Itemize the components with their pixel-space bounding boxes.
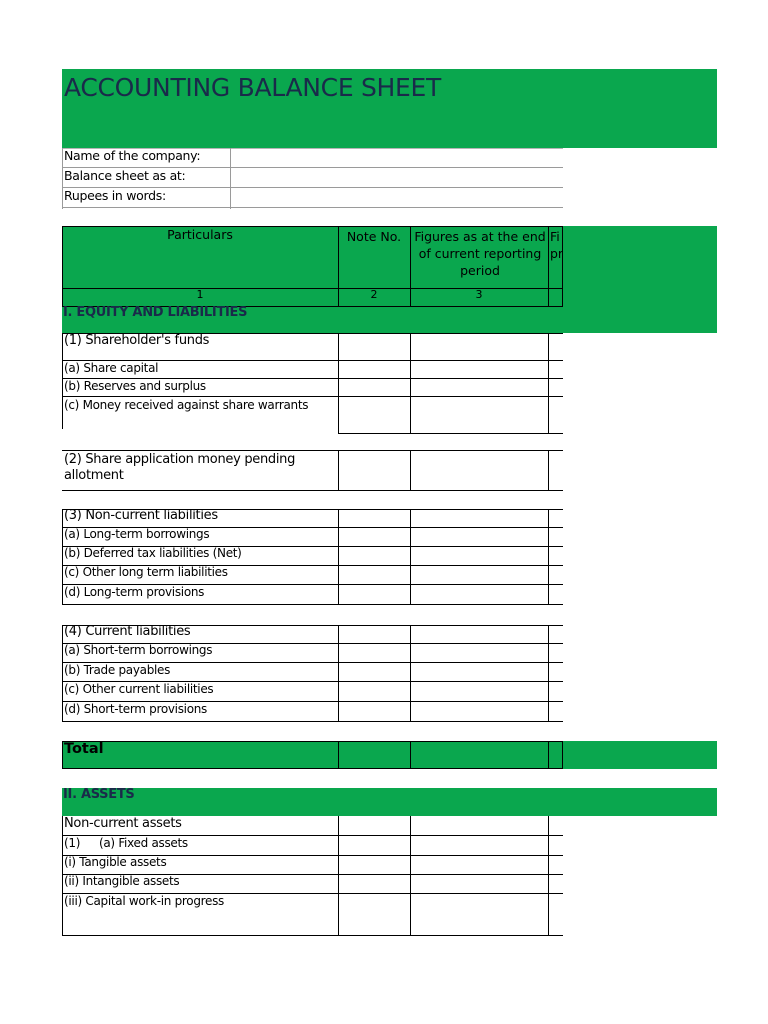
line-item: (iii) Capital work-in progress <box>64 894 224 908</box>
divider <box>62 490 563 491</box>
shareholders-funds-heading: (1) Shareholder's funds <box>64 333 210 348</box>
divider <box>62 396 563 397</box>
current-period-header: Figures as at the end of current reporting period <box>414 229 546 278</box>
divider <box>338 333 339 433</box>
divider <box>548 450 549 490</box>
divider <box>410 509 411 605</box>
line-item: (d) Long-term provisions <box>64 585 205 599</box>
divider <box>338 450 339 490</box>
divider <box>548 226 549 307</box>
assets-band <box>62 788 717 816</box>
divider <box>548 333 549 433</box>
col-number: 3 <box>475 288 483 301</box>
fixed-assets-label: (a) Fixed assets <box>99 836 188 850</box>
divider <box>62 450 563 451</box>
divider <box>338 509 339 605</box>
previous-period-header-fragment: pr <box>550 246 563 261</box>
line-item: (b) Deferred tax liabilities (Net) <box>64 546 242 560</box>
line-item: (ii) Intangible assets <box>64 874 180 888</box>
divider <box>548 625 549 721</box>
page-title: ACCOUNTING BALANCE SHEET <box>64 73 442 102</box>
total-box <box>62 741 563 769</box>
divider <box>62 625 63 721</box>
company-name-label: Name of the company: <box>64 148 201 163</box>
equity-liabilities-heading: I. EQUITY AND LIABILITIES <box>63 305 248 320</box>
line-item: (d) Short-term provisions <box>64 702 207 716</box>
divider <box>410 741 411 769</box>
balance-sheet-date-label: Balance sheet as at: <box>64 168 186 183</box>
divider <box>62 604 563 605</box>
fixed-assets-prefix: (1) <box>64 836 81 850</box>
previous-period-header-fragment: Fi <box>550 229 560 244</box>
divider <box>338 625 339 721</box>
divider <box>62 935 563 936</box>
divider <box>410 625 411 721</box>
divider <box>62 816 63 936</box>
assets-heading: II. ASSETS <box>63 787 135 802</box>
note-no-header: Note No. <box>346 229 402 244</box>
divider <box>548 509 549 605</box>
col-number: 1 <box>196 288 204 301</box>
share-application-item: (2) Share application money pending allotment <box>64 452 296 483</box>
divider <box>338 816 339 936</box>
divider <box>548 741 549 769</box>
line-item: (a) Share capital <box>64 361 159 375</box>
line-item: (c) Other long term liabilities <box>64 565 228 579</box>
divider <box>62 333 63 429</box>
non-current-liabilities-heading: (3) Non-current liabilities <box>64 508 218 523</box>
line-item: (b) Reserves and surplus <box>64 379 206 393</box>
line-item: (a) Short-term borrowings <box>64 643 213 657</box>
divider <box>338 741 339 769</box>
col-number: 2 <box>370 288 378 301</box>
line-item: (a) Long-term borrowings <box>64 527 210 541</box>
divider <box>410 816 411 936</box>
current-liabilities-heading: (4) Current liabilities <box>64 624 191 639</box>
line-item: (b) Trade payables <box>64 663 171 677</box>
line-item: (c) Money received against share warrants <box>64 398 309 412</box>
line-item: (c) Other current liabilities <box>64 682 214 696</box>
divider <box>62 721 563 722</box>
divider <box>62 509 63 605</box>
line-item: (i) Tangible assets <box>64 855 167 869</box>
non-current-assets-heading: Non-current assets <box>64 816 182 831</box>
total-label: Total <box>64 741 104 757</box>
divider <box>548 816 549 936</box>
divider <box>338 433 563 434</box>
particulars-header: Particulars <box>167 227 233 242</box>
divider <box>410 450 411 490</box>
rupees-in-words-label: Rupees in words: <box>64 188 166 203</box>
divider <box>410 333 411 433</box>
